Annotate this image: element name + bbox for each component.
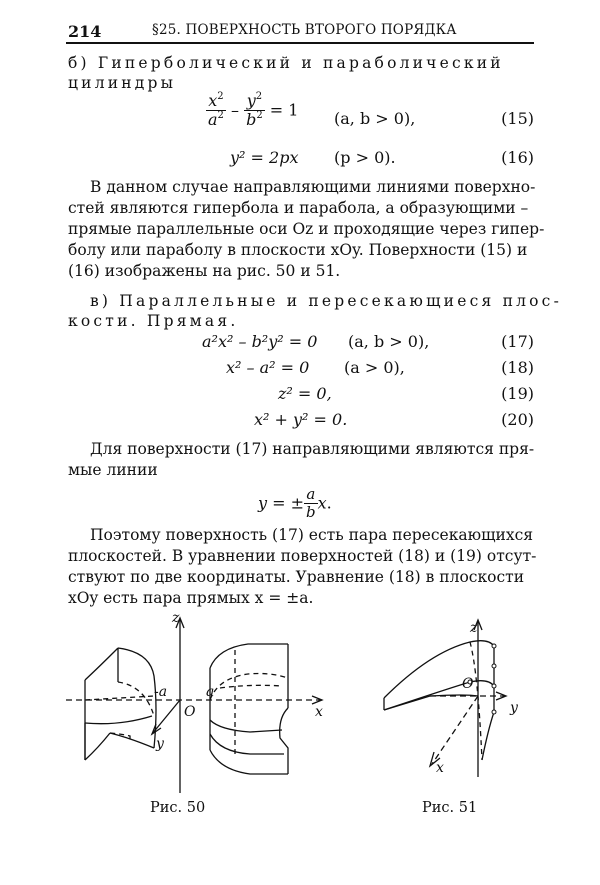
fig50-label-y: y (156, 736, 164, 752)
para-b-line: болу или параболу в плоскости xOy. Поверхности (15) и (68, 241, 528, 259)
section-v-heading-line1: в) Параллельные и пересекающиеся плос- (90, 292, 562, 310)
para-v2-line: ствуют по две координаты. Уравнение (18) в плоскости (68, 568, 525, 586)
fig51-label-o: O (462, 676, 474, 692)
fig50-label-a: a (206, 684, 215, 700)
section-b-heading-line1: б) Гиперболический и параболический (68, 54, 504, 72)
header-rule (66, 42, 534, 44)
page-number: 214 (68, 22, 102, 41)
para-v1-line: Для поверхности (17) направляющими являются пря- (90, 440, 535, 458)
figure-51-parabolic-cylinder (370, 612, 530, 782)
para-v2-line: xOy есть пара прямых x = ±a. (68, 589, 314, 607)
para-b-line: (16) изображены на рис. 50 и 51. (68, 262, 341, 280)
equation-19: z² = 0, (278, 384, 332, 403)
para-v2-line: плоскостей. В уравнении поверхностей (18) и (19) отсут- (68, 547, 537, 565)
para-b-line: В данном случае направляющими линиями поверхно- (90, 178, 536, 196)
equation-17-conditions: (a, b > 0), (348, 332, 430, 351)
section-b-heading-line2: цилиндры (68, 74, 177, 92)
equation-15-conditions: (a, b > 0), (334, 109, 416, 128)
equation-18: x² – a² = 0 (226, 358, 310, 377)
equation-16-number: (16) (501, 148, 534, 167)
figure-50-hyperbolic-cylinder (60, 608, 340, 798)
x-axis (432, 696, 478, 764)
fig50-label-x: x (315, 704, 323, 720)
equation-17: a²x² – b²y² = 0 (202, 332, 318, 351)
fig51-label-z: z (470, 620, 478, 636)
equation-20-number: (20) (501, 410, 534, 429)
section-v-heading-line2: кости. Прямая. (68, 312, 239, 330)
equation-18-number: (18) (501, 358, 534, 377)
fig51-label-x: x (436, 760, 444, 776)
fig50-label-z: z (172, 610, 180, 626)
fig50-label-o: O (184, 704, 196, 720)
equation-16: y² = 2px (230, 148, 299, 167)
equation-18-conditions: (a > 0), (344, 358, 405, 377)
equation-direction-lines: y = ± $\frac{a}{b}$ x. (258, 485, 332, 522)
equation-15-number: (15) (501, 109, 534, 128)
equation-15: $\frac{x^2}{a^2}$ – $\frac{y^2}{b^2}$ = 1 (208, 91, 299, 130)
equation-17-number: (17) (501, 332, 534, 351)
figure-51-caption: Рис. 51 (422, 800, 478, 816)
equation-16-conditions: (p > 0). (334, 148, 396, 167)
fig51-label-y: y (510, 700, 518, 716)
para-v2-line: Поэтому поверхность (17) есть пара пересекающихся (90, 526, 534, 544)
running-title: §25. ПОВЕРХНОСТЬ ВТОРОГО ПОРЯДКА (152, 22, 457, 38)
figure-50-caption: Рис. 50 (150, 800, 206, 816)
fig50-label-neg-a: -a (154, 684, 168, 700)
equation-20: x² + y² = 0. (254, 410, 348, 429)
para-b-line: стей являются гипербола и парабола, а образующими – (68, 199, 529, 217)
equation-19-number: (19) (501, 384, 534, 403)
para-b-line: прямые параллельные оси Oz и проходящие через гипер- (68, 220, 545, 238)
para-v1-line: мые линии (68, 461, 158, 479)
